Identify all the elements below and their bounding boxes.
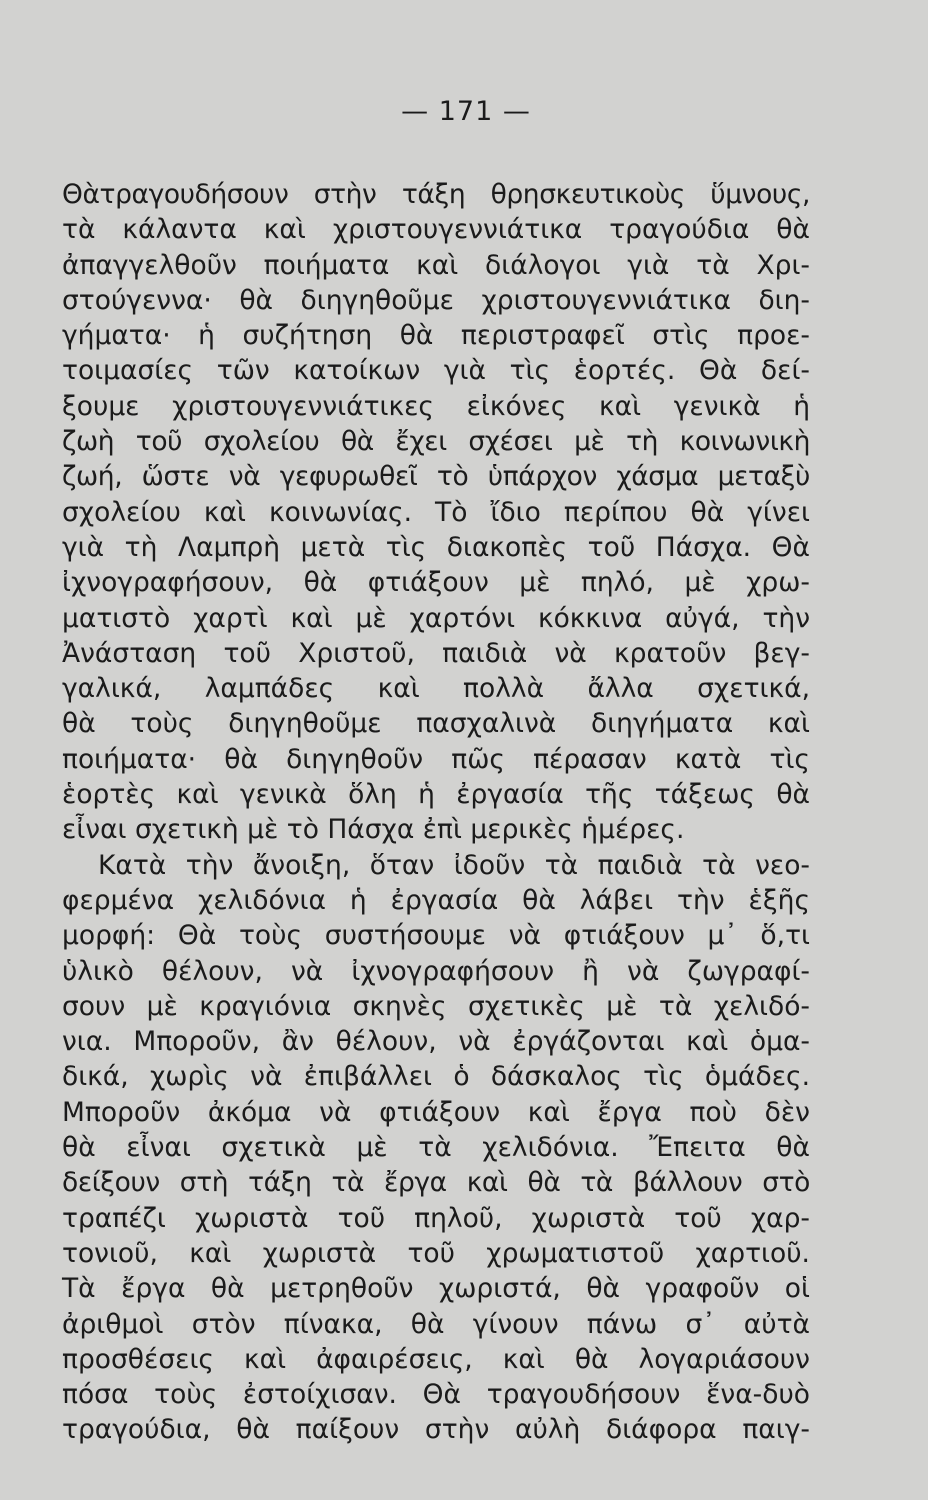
text-line: γήματα· ἡ συζήτηση θὰ περιστραφεῖ στὶς προε- xyxy=(62,320,810,352)
text-line: τραπέζι χωριστὰ τοῦ πηλοῦ, χωριστὰ τοῦ χαρ- xyxy=(62,1202,810,1234)
text-line: τραγούδια, θὰ παίξουν στὴν αὐλὴ διάφορα παιγ- xyxy=(62,1414,810,1446)
text-line: Θὰτραγουδήσουν στὴν τάξη θρησκευτικοὺς ὕμνους, xyxy=(62,179,810,210)
text-line: θὰ τοὺς διηγηθοῦμε πασχαλινὰ διηγήματα καὶ xyxy=(62,708,810,740)
body-text xyxy=(62,177,810,1448)
text-line: σχολείου καὶ κοινωνίας. Τὸ ἴδιο περίπου θὰ γίνει xyxy=(62,496,810,528)
text-line: Μποροῦν ἀκόμα νὰ φτιάξουν καὶ ἔργα ποὺ δὲν xyxy=(62,1096,810,1128)
text-line: ζωὴ τοῦ σχολείου θὰ ἔχει σχέσει μὲ τὴ κοινωνικὴ xyxy=(62,426,810,458)
text-line: πόσα τοὺς ἐστοίχισαν. Θὰ τραγουδήσουν ἕνα-δυὸ xyxy=(62,1379,810,1411)
text-line: ἀριθμοὶ στὸν πίνακα, θὰ γίνουν πάνω σ᾿ αὐτὰ xyxy=(62,1308,810,1340)
text-line: ἑορτὲς καὶ γενικὰ ὅλη ἡ ἐργασία τῆς τάξεως θὰ xyxy=(62,779,810,811)
text-line: στούγεννα· θὰ διηγηθοῦμε χριστουγεννιάτικα διη- xyxy=(62,284,810,316)
text-line: προσθέσεις καὶ ἀφαιρέσεις, καὶ θὰ λογαριάσουν xyxy=(62,1343,810,1375)
page-number: — 171 — xyxy=(401,96,531,127)
text-line: σουν μὲ κραγιόνια σκηνὲς σχετικὲς μὲ τὰ χελιδό- xyxy=(62,990,810,1022)
text-line: νια. Μποροῦν, ἂν θέλουν, νὰ ἐργάζονται καὶ ὁμα- xyxy=(62,1026,810,1058)
text-line: δείξουν στὴ τάξη τὰ ἔργα καὶ θὰ τὰ βάλλουν στὸ xyxy=(62,1167,810,1199)
text-line: θὰ εἶναι σχετικὰ μὲ τὰ χελιδόνια. Ἔπειτα θὰ xyxy=(62,1132,810,1164)
text-line: μορφή: Θὰ τοὺς συστήσουμε νὰ φτιάξουν μ᾿ ὅ,τι xyxy=(62,920,810,952)
text-line: γαλικά, λαμπάδες καὶ πολλὰ ἄλλα σχετικά, xyxy=(62,673,810,705)
text-line: ἀπαγγελθοῦν ποιήματα καὶ διάλογοι γιὰ τὰ Χρι- xyxy=(62,249,810,281)
text-line: ζωή, ὥστε νὰ γεφυρωθεῖ τὸ ὑπάρχον χάσμα μεταξὺ xyxy=(62,461,810,493)
text-line: γιὰ τὴ Λαμπρὴ μετὰ τὶς διακοπὲς τοῦ Πάσχα. Θὰ xyxy=(62,531,810,563)
text-line: φερμένα χελιδόνια ἡ ἐργασία θὰ λάβει τὴν ἑξῆς xyxy=(62,884,810,916)
text-line: Κατὰ τὴν ἄνοιξη, ὅταν ἰδοῦν τὰ παιδιὰ τὰ νεο- xyxy=(98,849,810,881)
text-line: τοιμασίες τῶν κατοίκων γιὰ τὶς ἑορτές. Θὰ δεί- xyxy=(62,355,810,387)
text-line: ματιστὸ χαρτὶ καὶ μὲ χαρτόνι κόκκινα αὐγά, τὴν xyxy=(62,602,810,634)
text-line: ποιήματα· θὰ διηγηθοῦν πῶς πέρασαν κατὰ τὶς xyxy=(62,743,810,775)
text-line: τὰ κάλαντα καὶ χριστουγεννιάτικα τραγούδια θὰ xyxy=(62,214,810,246)
text-line: ἰχνογραφήσουν, θὰ φτιάξουν μὲ πηλό, μὲ χρω- xyxy=(62,567,810,599)
text-line: ὑλικὸ θέλουν, νὰ ἰχνογραφήσουν ἢ νὰ ζωγραφί- xyxy=(62,955,810,987)
text-line: Τὰ ἔργα θὰ μετρηθοῦν χωριστά, θὰ γραφοῦν οἱ xyxy=(62,1273,810,1305)
text-line: ξουμε χριστουγεννιάτικες εἰκόνες καὶ γενικὰ ἡ xyxy=(62,390,810,422)
text-line: δικά, χωρὶς νὰ ἐπιβάλλει ὁ δάσκαλος τὶς ὁμάδες. xyxy=(62,1061,810,1093)
text-line: τονιοῦ, καὶ χωριστὰ τοῦ χρωματιστοῦ χαρτιοῦ. xyxy=(62,1237,810,1269)
text-line: Ἀνάσταση τοῦ Χριστοῦ, παιδιὰ νὰ κρατοῦν βεγ- xyxy=(62,637,810,669)
text-line: εἶναι σχετικὴ μὲ τὸ Πάσχα ἐπὶ μερικὲς ἡμέρες. xyxy=(62,814,685,846)
